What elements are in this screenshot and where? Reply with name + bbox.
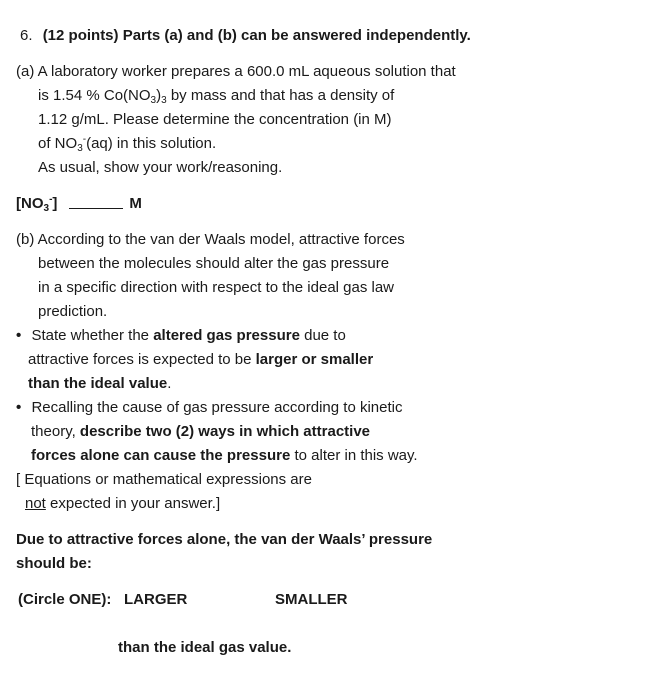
option-larger[interactable]: LARGER bbox=[124, 591, 188, 608]
part-a-line-2-text: is 1.54 % Co(NO bbox=[38, 87, 151, 104]
closing-line: than the ideal gas value. bbox=[118, 639, 292, 656]
bullet-2-line-1 bbox=[16, 398, 402, 418]
part-a-line-4-text: of NO bbox=[38, 135, 78, 152]
part-a-line-5: As usual, show your work/reasoning. bbox=[38, 159, 283, 176]
option-smaller[interactable]: SMALLER bbox=[275, 591, 348, 608]
superscript: - bbox=[82, 134, 87, 145]
bullet-2-text: Recalling the cause of gas pressure according to kinetic bbox=[31, 399, 403, 416]
bullet-2-line-3 bbox=[31, 446, 418, 466]
question-number: 6. bbox=[20, 27, 33, 44]
part-a-line-3: 1.12 g/mL. Please determine the concentration (in M) bbox=[38, 111, 392, 128]
note-line-2 bbox=[25, 494, 220, 514]
bullet-2-line-3-rest: to alter in this way. bbox=[290, 447, 418, 464]
answer-blank[interactable] bbox=[69, 207, 123, 209]
statement-line-2: should be: bbox=[16, 555, 92, 572]
answer-label-close: ] bbox=[52, 195, 58, 212]
bullet-1-text: State whether the bbox=[31, 327, 154, 344]
bullet-2-line-2 bbox=[31, 422, 370, 442]
answer-label-text: [NO bbox=[16, 195, 44, 212]
part-b-line-3: in a specific direction with respect to the ideal gas law bbox=[38, 279, 395, 296]
nitrate-answer-row bbox=[16, 194, 142, 214]
bullet-1-rest: due to bbox=[299, 327, 346, 344]
bullet-1-line-2 bbox=[28, 350, 373, 370]
bullet-1-line-2-bold: larger or smaller bbox=[255, 351, 374, 368]
question-title: (12 points) Parts (a) and (b) can be answered independently. bbox=[42, 27, 471, 44]
bullet-icon: • bbox=[16, 399, 22, 416]
part-a-line-2 bbox=[38, 86, 394, 106]
note-rest: expected in your answer.] bbox=[45, 495, 221, 512]
part-b-line-1: (b) According to the van der Waals model, attractive forces bbox=[16, 231, 405, 248]
bullet-1-line-3-period: . bbox=[167, 375, 172, 392]
bullet-2-line-2-bold: describe two (2) ways in which attractive bbox=[79, 423, 371, 440]
part-b-line-2: between the molecules should alter the gas pressure bbox=[38, 255, 390, 272]
part-a-line-2-rest: by mass and that has a density of bbox=[166, 87, 395, 104]
subscript: 3 bbox=[161, 95, 167, 106]
note-line-1: [ Equations or mathematical expressions are bbox=[16, 471, 312, 488]
part-a-line-4 bbox=[38, 134, 216, 154]
answer-label bbox=[16, 195, 57, 212]
note-underlined: not bbox=[25, 495, 46, 512]
question-header bbox=[20, 26, 471, 46]
circle-one-label: (Circle ONE): bbox=[18, 591, 112, 608]
bullet-1-line-3 bbox=[28, 374, 171, 394]
bullet-1-line-2-text: attractive forces is expected to be bbox=[28, 351, 256, 368]
bullet-icon: • bbox=[16, 327, 22, 344]
part-a-line-1: (a) A laboratory worker prepares a 600.0 mL aqueous solution that bbox=[16, 63, 456, 80]
subscript: 3 bbox=[77, 143, 83, 154]
part-a-paren: ) bbox=[156, 87, 162, 104]
part-a-line-4-rest: (aq) in this solution. bbox=[86, 135, 217, 152]
subscript: 3 bbox=[150, 95, 157, 106]
bullet-1-bold: altered gas pressure bbox=[153, 327, 300, 344]
bullet-1-line-3-bold: than the ideal value bbox=[28, 375, 168, 392]
bullet-2-line-3-bold: forces alone can cause the pressure bbox=[31, 447, 291, 464]
bullet-1-line-1 bbox=[16, 326, 346, 346]
subscript: 3 bbox=[43, 203, 50, 214]
statement-line-1: Due to attractive forces alone, the van der Waals’ pressure bbox=[16, 531, 433, 548]
part-b-line-4: prediction. bbox=[38, 303, 108, 320]
superscript: - bbox=[49, 194, 53, 205]
answer-unit: M bbox=[129, 195, 142, 212]
bullet-2-line-2-text: theory, bbox=[31, 423, 80, 440]
